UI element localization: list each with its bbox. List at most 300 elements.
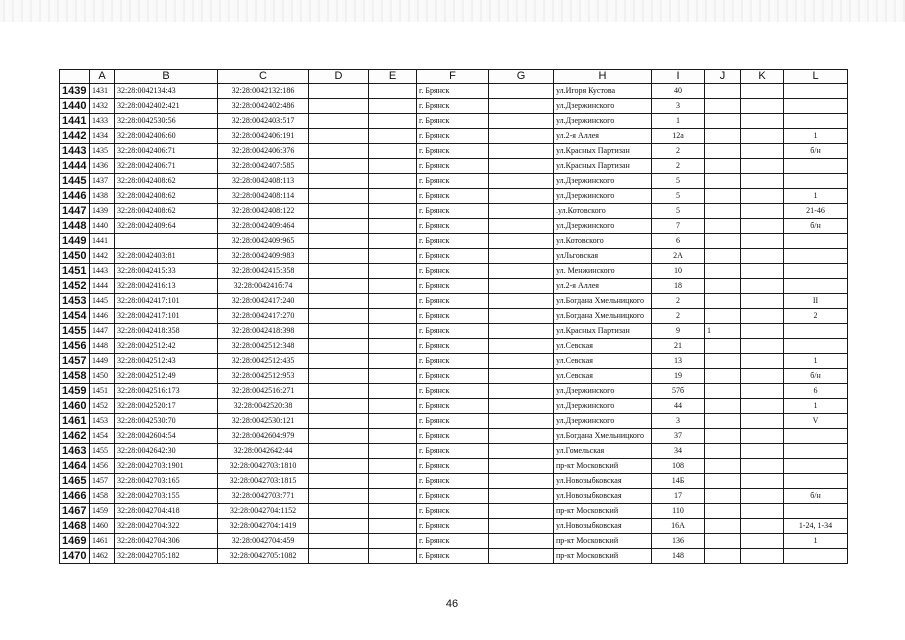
cell-g[interactable]: [489, 519, 554, 534]
row-number[interactable]: 1443: [60, 144, 90, 159]
cell-i[interactable]: 2: [652, 294, 705, 309]
cell-f[interactable]: г. Брянск: [417, 549, 489, 564]
cell-c[interactable]: 32:28:0042409:965: [218, 234, 309, 249]
cell-h[interactable]: ул.Севская: [554, 369, 652, 384]
cell-b[interactable]: 32:28:0042408:62: [115, 174, 218, 189]
cell-c[interactable]: 32:28:004241б:74: [218, 279, 309, 294]
cell-f[interactable]: г. Брянск: [417, 264, 489, 279]
cell-k[interactable]: [741, 459, 784, 474]
cell-i[interactable]: 13: [652, 354, 705, 369]
cell-b[interactable]: 32:28:0042403:81: [115, 249, 218, 264]
cell-i[interactable]: 21: [652, 339, 705, 354]
cell-d[interactable]: [309, 504, 369, 519]
cell-i[interactable]: 14Б: [652, 474, 705, 489]
cell-a[interactable]: 1457: [90, 474, 115, 489]
cell-i[interactable]: 2: [652, 309, 705, 324]
cell-l[interactable]: [784, 504, 848, 519]
cell-d[interactable]: [309, 384, 369, 399]
cell-j[interactable]: [705, 159, 741, 174]
column-header-c[interactable]: C: [218, 70, 309, 84]
cell-a[interactable]: 1445: [90, 294, 115, 309]
cell-d[interactable]: [309, 429, 369, 444]
cell-l[interactable]: [784, 339, 848, 354]
cell-d[interactable]: [309, 294, 369, 309]
cell-f[interactable]: г. Брянск: [417, 114, 489, 129]
column-header-j[interactable]: J: [705, 70, 741, 84]
cell-b[interactable]: 32:28:0042642:30: [115, 444, 218, 459]
cell-h[interactable]: ул.Новозыбковская: [554, 519, 652, 534]
cell-e[interactable]: [369, 354, 417, 369]
cell-k[interactable]: [741, 249, 784, 264]
cell-f[interactable]: г. Брянск: [417, 249, 489, 264]
cell-i[interactable]: 110: [652, 504, 705, 519]
cell-c[interactable]: 32:28:0042703:771: [218, 489, 309, 504]
cell-i[interactable]: 18: [652, 279, 705, 294]
cell-j[interactable]: [705, 294, 741, 309]
cell-f[interactable]: г. Брянск: [417, 519, 489, 534]
cell-e[interactable]: [369, 309, 417, 324]
cell-k[interactable]: [741, 234, 784, 249]
cell-g[interactable]: [489, 354, 554, 369]
cell-a[interactable]: 1446: [90, 309, 115, 324]
cell-d[interactable]: [309, 549, 369, 564]
row-number[interactable]: 1445: [60, 174, 90, 189]
cell-k[interactable]: [741, 309, 784, 324]
cell-c[interactable]: 32:28:0042409:983: [218, 249, 309, 264]
cell-f[interactable]: г. Брянск: [417, 429, 489, 444]
cell-i[interactable]: 40: [652, 84, 705, 99]
cell-i[interactable]: 148: [652, 549, 705, 564]
cell-c[interactable]: 32:28:0042642:44: [218, 444, 309, 459]
cell-a[interactable]: 1444: [90, 279, 115, 294]
cell-d[interactable]: [309, 204, 369, 219]
cell-e[interactable]: [369, 279, 417, 294]
cell-f[interactable]: г. Брянск: [417, 369, 489, 384]
cell-c[interactable]: 32:28:0042703:1810: [218, 459, 309, 474]
row-number[interactable]: 1446: [60, 189, 90, 204]
cell-c[interactable]: 32:28:0042406:376: [218, 144, 309, 159]
cell-l[interactable]: б/н: [784, 144, 848, 159]
cell-f[interactable]: г. Брянск: [417, 354, 489, 369]
cell-k[interactable]: [741, 339, 784, 354]
cell-b[interactable]: 32:28:0042417:101: [115, 309, 218, 324]
cell-j[interactable]: [705, 264, 741, 279]
cell-g[interactable]: [489, 159, 554, 174]
cell-a[interactable]: 1443: [90, 264, 115, 279]
cell-f[interactable]: г. Брянск: [417, 309, 489, 324]
cell-g[interactable]: [489, 249, 554, 264]
cell-l[interactable]: 2: [784, 309, 848, 324]
cell-c[interactable]: 32:28:0042406:191: [218, 129, 309, 144]
cell-c[interactable]: 32:28:0042132:186: [218, 84, 309, 99]
cell-f[interactable]: г. Брянск: [417, 339, 489, 354]
cell-i[interactable]: 19: [652, 369, 705, 384]
cell-k[interactable]: [741, 129, 784, 144]
cell-k[interactable]: [741, 114, 784, 129]
cell-e[interactable]: [369, 144, 417, 159]
cell-k[interactable]: [741, 219, 784, 234]
cell-g[interactable]: [489, 429, 554, 444]
cell-h[interactable]: ул.Дзержинского: [554, 384, 652, 399]
cell-k[interactable]: [741, 204, 784, 219]
cell-e[interactable]: [369, 159, 417, 174]
cell-a[interactable]: 1433: [90, 114, 115, 129]
cell-c[interactable]: 32:28:0042415:358: [218, 264, 309, 279]
cell-a[interactable]: 1450: [90, 369, 115, 384]
cell-k[interactable]: [741, 549, 784, 564]
cell-h[interactable]: ул.Богдана Хмельницкого: [554, 294, 652, 309]
cell-e[interactable]: [369, 489, 417, 504]
cell-h[interactable]: ул.Севская: [554, 354, 652, 369]
cell-b[interactable]: 32:28:0042530:70: [115, 414, 218, 429]
cell-c[interactable]: 32:28:0042402:486: [218, 99, 309, 114]
cell-a[interactable]: 1436: [90, 159, 115, 174]
cell-e[interactable]: [369, 459, 417, 474]
row-number[interactable]: 1449: [60, 234, 90, 249]
cell-e[interactable]: [369, 99, 417, 114]
cell-c[interactable]: 32:28:0042408:113: [218, 174, 309, 189]
cell-i[interactable]: 136: [652, 534, 705, 549]
row-number[interactable]: 1460: [60, 399, 90, 414]
cell-f[interactable]: г. Брянск: [417, 414, 489, 429]
cell-g[interactable]: [489, 264, 554, 279]
cell-b[interactable]: 32:28:0042703:1901: [115, 459, 218, 474]
cell-i[interactable]: 44: [652, 399, 705, 414]
row-number[interactable]: 1466: [60, 489, 90, 504]
cell-a[interactable]: 1454: [90, 429, 115, 444]
cell-g[interactable]: [489, 339, 554, 354]
cell-d[interactable]: [309, 339, 369, 354]
cell-h[interactable]: ул.Красных Партизан: [554, 159, 652, 174]
cell-l[interactable]: 21-46: [784, 204, 848, 219]
cell-l[interactable]: [784, 549, 848, 564]
row-number[interactable]: 1458: [60, 369, 90, 384]
row-number[interactable]: 1453: [60, 294, 90, 309]
cell-j[interactable]: [705, 219, 741, 234]
cell-k[interactable]: [741, 429, 784, 444]
cell-d[interactable]: [309, 249, 369, 264]
cell-l[interactable]: II: [784, 294, 848, 309]
cell-l[interactable]: V: [784, 414, 848, 429]
cell-e[interactable]: [369, 369, 417, 384]
cell-d[interactable]: [309, 309, 369, 324]
cell-b[interactable]: 32:28:0042408:62: [115, 204, 218, 219]
cell-l[interactable]: 1: [784, 129, 848, 144]
corner-header[interactable]: [60, 70, 90, 84]
cell-d[interactable]: [309, 264, 369, 279]
column-header-l[interactable]: L: [784, 70, 848, 84]
cell-h[interactable]: ул.2-я Аллея: [554, 279, 652, 294]
cell-h[interactable]: ул.2-я Аллея: [554, 129, 652, 144]
row-number[interactable]: 1439: [60, 84, 90, 99]
cell-k[interactable]: [741, 189, 784, 204]
row-number[interactable]: 1464: [60, 459, 90, 474]
cell-j[interactable]: [705, 489, 741, 504]
cell-i[interactable]: 12а: [652, 129, 705, 144]
cell-h[interactable]: ул.Дзержинского: [554, 189, 652, 204]
cell-c[interactable]: 32:28:0042704:1419: [218, 519, 309, 534]
cell-e[interactable]: [369, 534, 417, 549]
cell-j[interactable]: [705, 84, 741, 99]
cell-l[interactable]: [784, 459, 848, 474]
cell-c[interactable]: 32:28:0042703:1815: [218, 474, 309, 489]
row-number[interactable]: 1447: [60, 204, 90, 219]
cell-e[interactable]: [369, 504, 417, 519]
cell-d[interactable]: [309, 144, 369, 159]
cell-j[interactable]: [705, 384, 741, 399]
cell-g[interactable]: [489, 129, 554, 144]
row-number[interactable]: 1454: [60, 309, 90, 324]
cell-k[interactable]: [741, 399, 784, 414]
cell-j[interactable]: [705, 444, 741, 459]
cell-i[interactable]: 5: [652, 174, 705, 189]
cell-b[interactable]: 32:28:0042512:43: [115, 354, 218, 369]
cell-c[interactable]: 32:28:0042604:979: [218, 429, 309, 444]
cell-j[interactable]: [705, 249, 741, 264]
cell-b[interactable]: 32:28:0042520:17: [115, 399, 218, 414]
cell-k[interactable]: [741, 519, 784, 534]
cell-g[interactable]: [489, 279, 554, 294]
cell-b[interactable]: 32:28:0042704:322: [115, 519, 218, 534]
cell-f[interactable]: г. Брянск: [417, 189, 489, 204]
cell-l[interactable]: 6: [784, 384, 848, 399]
cell-c[interactable]: 32:28:0042704:1152: [218, 504, 309, 519]
cell-g[interactable]: [489, 324, 554, 339]
cell-f[interactable]: г. Брянск: [417, 219, 489, 234]
cell-b[interactable]: 32:28:0042703:155: [115, 489, 218, 504]
cell-g[interactable]: [489, 219, 554, 234]
cell-e[interactable]: [369, 294, 417, 309]
cell-k[interactable]: [741, 324, 784, 339]
cell-j[interactable]: [705, 144, 741, 159]
cell-d[interactable]: [309, 399, 369, 414]
cell-d[interactable]: [309, 534, 369, 549]
cell-a[interactable]: 1447: [90, 324, 115, 339]
cell-l[interactable]: [784, 84, 848, 99]
cell-i[interactable]: 108: [652, 459, 705, 474]
cell-g[interactable]: [489, 189, 554, 204]
cell-c[interactable]: 32:28:0042417:270: [218, 309, 309, 324]
cell-h[interactable]: ул.Красных Партизан: [554, 144, 652, 159]
cell-h[interactable]: ул.Дзержинского: [554, 99, 652, 114]
cell-e[interactable]: [369, 549, 417, 564]
cell-b[interactable]: 32:28:0042406:60: [115, 129, 218, 144]
cell-h[interactable]: ул.Игоря Кустова: [554, 84, 652, 99]
row-number[interactable]: 1470: [60, 549, 90, 564]
cell-b[interactable]: 32:28:0042516:173: [115, 384, 218, 399]
cell-d[interactable]: [309, 84, 369, 99]
cell-e[interactable]: [369, 519, 417, 534]
cell-b[interactable]: 32:28:0042530:56: [115, 114, 218, 129]
cell-b[interactable]: 32:28:0042416:13: [115, 279, 218, 294]
cell-d[interactable]: [309, 489, 369, 504]
cell-h[interactable]: пр-кт Московский: [554, 534, 652, 549]
cell-l[interactable]: [784, 324, 848, 339]
cell-h[interactable]: .ул.Котовского: [554, 204, 652, 219]
cell-k[interactable]: [741, 444, 784, 459]
cell-h[interactable]: ул.Дзержинского: [554, 114, 652, 129]
cell-d[interactable]: [309, 189, 369, 204]
cell-i[interactable]: 34: [652, 444, 705, 459]
row-number[interactable]: 1457: [60, 354, 90, 369]
cell-b[interactable]: 32:28:0042406:71: [115, 159, 218, 174]
cell-i[interactable]: 1: [652, 114, 705, 129]
cell-d[interactable]: [309, 99, 369, 114]
cell-j[interactable]: [705, 549, 741, 564]
cell-h[interactable]: ул.Дзержинского: [554, 219, 652, 234]
cell-h[interactable]: ул.Дзержинского: [554, 399, 652, 414]
cell-g[interactable]: [489, 309, 554, 324]
cell-l[interactable]: б/н: [784, 219, 848, 234]
cell-h[interactable]: ул.Новозыбковская: [554, 489, 652, 504]
cell-f[interactable]: г. Брянск: [417, 234, 489, 249]
cell-l[interactable]: 1-24, 1-34: [784, 519, 848, 534]
cell-f[interactable]: г. Брянск: [417, 129, 489, 144]
cell-k[interactable]: [741, 294, 784, 309]
cell-i[interactable]: 5: [652, 204, 705, 219]
cell-k[interactable]: [741, 144, 784, 159]
row-number[interactable]: 1469: [60, 534, 90, 549]
cell-b[interactable]: 32:28:0042409:64: [115, 219, 218, 234]
cell-j[interactable]: [705, 114, 741, 129]
cell-b[interactable]: 32:28:0042512:42: [115, 339, 218, 354]
cell-a[interactable]: 1459: [90, 504, 115, 519]
cell-k[interactable]: [741, 474, 784, 489]
cell-e[interactable]: [369, 84, 417, 99]
cell-b[interactable]: 32:28:0042134:43: [115, 84, 218, 99]
column-header-i[interactable]: I: [652, 70, 705, 84]
column-header-d[interactable]: D: [309, 70, 369, 84]
column-header-g[interactable]: G: [489, 70, 554, 84]
row-number[interactable]: 1444: [60, 159, 90, 174]
cell-f[interactable]: г. Брянск: [417, 324, 489, 339]
cell-a[interactable]: 1460: [90, 519, 115, 534]
cell-d[interactable]: [309, 444, 369, 459]
cell-h[interactable]: ул.Котовского: [554, 234, 652, 249]
cell-k[interactable]: [741, 84, 784, 99]
cell-i[interactable]: 2А: [652, 249, 705, 264]
cell-g[interactable]: [489, 444, 554, 459]
cell-l[interactable]: [784, 429, 848, 444]
cell-g[interactable]: [489, 204, 554, 219]
cell-b[interactable]: 32:28:0042705:182: [115, 549, 218, 564]
cell-b[interactable]: 32:28:0042417:101: [115, 294, 218, 309]
cell-c[interactable]: 32:28:0042408:114: [218, 189, 309, 204]
cell-c[interactable]: 32:28:0042516:271: [218, 384, 309, 399]
cell-k[interactable]: [741, 354, 784, 369]
cell-d[interactable]: [309, 459, 369, 474]
cell-a[interactable]: 1462: [90, 549, 115, 564]
cell-h[interactable]: ул.Дзержинского: [554, 414, 652, 429]
cell-k[interactable]: [741, 99, 784, 114]
cell-k[interactable]: [741, 504, 784, 519]
cell-j[interactable]: 1: [705, 324, 741, 339]
cell-b[interactable]: 32:28:0042704:306: [115, 534, 218, 549]
cell-g[interactable]: [489, 474, 554, 489]
cell-j[interactable]: [705, 309, 741, 324]
cell-h[interactable]: пр-кт Московский: [554, 549, 652, 564]
cell-g[interactable]: [489, 414, 554, 429]
cell-d[interactable]: [309, 174, 369, 189]
cell-l[interactable]: [784, 234, 848, 249]
row-number[interactable]: 1440: [60, 99, 90, 114]
cell-f[interactable]: г. Брянск: [417, 384, 489, 399]
cell-f[interactable]: г. Брянск: [417, 174, 489, 189]
cell-a[interactable]: 1434: [90, 129, 115, 144]
cell-j[interactable]: [705, 279, 741, 294]
cell-b[interactable]: 32:28:0042418:358: [115, 324, 218, 339]
column-header-a[interactable]: A: [90, 70, 115, 84]
cell-b[interactable]: [115, 234, 218, 249]
column-header-e[interactable]: E: [369, 70, 417, 84]
cell-c[interactable]: 32:28:0042530:121: [218, 414, 309, 429]
cell-k[interactable]: [741, 534, 784, 549]
column-header-k[interactable]: K: [741, 70, 784, 84]
cell-k[interactable]: [741, 279, 784, 294]
cell-d[interactable]: [309, 279, 369, 294]
cell-e[interactable]: [369, 429, 417, 444]
cell-h[interactable]: ул.Богдана Хмельницкого: [554, 309, 652, 324]
cell-f[interactable]: г. Брянск: [417, 534, 489, 549]
cell-l[interactable]: б/н: [784, 489, 848, 504]
cell-l[interactable]: 1: [784, 534, 848, 549]
cell-a[interactable]: 1441: [90, 234, 115, 249]
cell-j[interactable]: [705, 519, 741, 534]
cell-e[interactable]: [369, 339, 417, 354]
row-number[interactable]: 1441: [60, 114, 90, 129]
cell-d[interactable]: [309, 234, 369, 249]
row-number[interactable]: 1465: [60, 474, 90, 489]
cell-i[interactable]: 10: [652, 264, 705, 279]
cell-d[interactable]: [309, 354, 369, 369]
cell-e[interactable]: [369, 249, 417, 264]
cell-b[interactable]: 32:28:0042703:165: [115, 474, 218, 489]
cell-l[interactable]: [784, 174, 848, 189]
cell-k[interactable]: [741, 384, 784, 399]
cell-f[interactable]: г. Брянск: [417, 159, 489, 174]
cell-j[interactable]: [705, 414, 741, 429]
cell-e[interactable]: [369, 324, 417, 339]
cell-f[interactable]: г. Брянск: [417, 459, 489, 474]
row-number[interactable]: 1462: [60, 429, 90, 444]
cell-g[interactable]: [489, 99, 554, 114]
cell-i[interactable]: 2: [652, 144, 705, 159]
cell-d[interactable]: [309, 129, 369, 144]
cell-j[interactable]: [705, 474, 741, 489]
cell-h[interactable]: ул.Гомельская: [554, 444, 652, 459]
column-header-b[interactable]: B: [115, 70, 218, 84]
cell-l[interactable]: [784, 444, 848, 459]
cell-e[interactable]: [369, 174, 417, 189]
cell-h[interactable]: пр-кт Московский: [554, 459, 652, 474]
cell-a[interactable]: 1453: [90, 414, 115, 429]
row-number[interactable]: 1459: [60, 384, 90, 399]
row-number[interactable]: 1448: [60, 219, 90, 234]
cell-j[interactable]: [705, 369, 741, 384]
cell-g[interactable]: [489, 549, 554, 564]
cell-c[interactable]: 32:28:0042520:38: [218, 399, 309, 414]
cell-c[interactable]: 32:28:0042407:585: [218, 159, 309, 174]
cell-f[interactable]: г. Брянск: [417, 204, 489, 219]
cell-e[interactable]: [369, 129, 417, 144]
cell-j[interactable]: [705, 234, 741, 249]
cell-c[interactable]: 32:28:0042705:1082: [218, 549, 309, 564]
cell-k[interactable]: [741, 264, 784, 279]
cell-a[interactable]: 1435: [90, 144, 115, 159]
cell-g[interactable]: [489, 174, 554, 189]
cell-c[interactable]: 32:28:0042704:459: [218, 534, 309, 549]
cell-g[interactable]: [489, 489, 554, 504]
